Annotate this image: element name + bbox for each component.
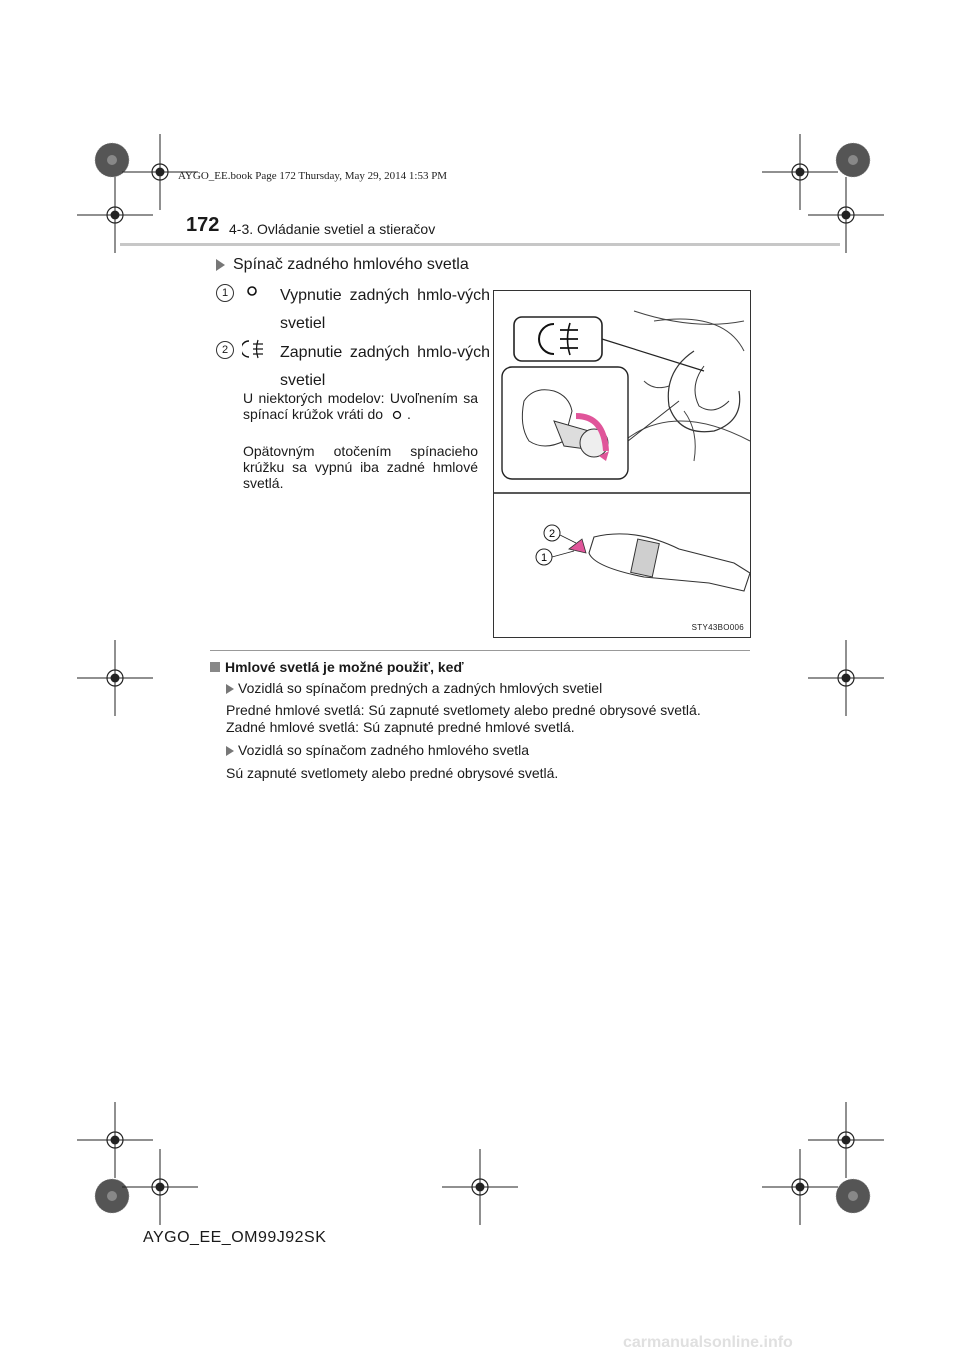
fog-off-circle-icon	[387, 409, 407, 421]
note-release-return-text: U niektorých modelov: Uvoľnením sa spínací krúžok vráti do	[243, 390, 478, 422]
square-bullet-icon	[210, 662, 220, 672]
rear-only-vehicles-text: Vozidlá so spínačom zadného hmlového svetla	[238, 742, 530, 758]
rear-only-vehicles-line	[226, 742, 529, 758]
note-release-return	[243, 390, 478, 422]
rear-fog-light-icon	[242, 339, 268, 361]
page-number: 172	[186, 214, 220, 236]
front-rear-vehicles-line	[226, 680, 602, 696]
watermark: carmanualsonline.info	[623, 1334, 793, 1351]
conditions-heading	[210, 659, 464, 675]
triangle-bullet-icon	[226, 684, 234, 694]
note-rotate-again: Opätovným otočením spínacieho krúžku sa vypnú iba zadné hmlové svetlá.	[243, 443, 478, 491]
switch-illustration	[493, 290, 751, 638]
header-rule	[120, 243, 840, 246]
illustration-drawing	[494, 291, 750, 637]
front-condition: Predné hmlové svetlá: Sú zapnuté svetlomety alebo predné obrysové svetlá.	[226, 702, 701, 718]
note-release-return-end: .	[406, 406, 411, 422]
callout-1: 1	[540, 552, 548, 564]
item-number-1: 1	[216, 284, 234, 302]
section-title: 4-3. Ovládanie svetiel a stieračov	[229, 221, 436, 237]
conditions-heading-text: Hmlové svetlá je možné použiť, keď	[225, 659, 464, 675]
triangle-bullet-icon	[226, 746, 234, 756]
rear-fog-switch-heading-text: Spínač zadného hmlového svetla	[233, 256, 469, 273]
section-rule	[210, 650, 750, 651]
triangle-bullet-icon	[216, 259, 225, 271]
callout-2: 2	[548, 528, 556, 540]
print-info: AYGO_EE.book Page 172 Thursday, May 29, 2014 1:53 PM	[178, 170, 448, 182]
rear-condition: Zadné hmlové svetlá: Sú zapnuté predné hmlové svetlá.	[226, 719, 575, 735]
rear-only-condition: Sú zapnuté svetlomety alebo predné obrysové svetlá.	[226, 765, 559, 781]
figure-code: STY43BO006	[691, 623, 744, 632]
rear-fog-switch-heading	[216, 256, 469, 274]
fog-off-circle-icon	[242, 282, 262, 304]
item-text-1: Vypnutie zadných hmlo-vých svetiel	[280, 287, 490, 332]
item-number-2: 2	[216, 341, 234, 359]
front-rear-vehicles-text: Vozidlá so spínačom predných a zadných hmlových svetiel	[238, 680, 603, 696]
footer-code: AYGO_EE_OM99J92SK	[143, 1229, 327, 1246]
item-text-2: Zapnutie zadných hmlo-vých svetiel	[280, 344, 490, 389]
